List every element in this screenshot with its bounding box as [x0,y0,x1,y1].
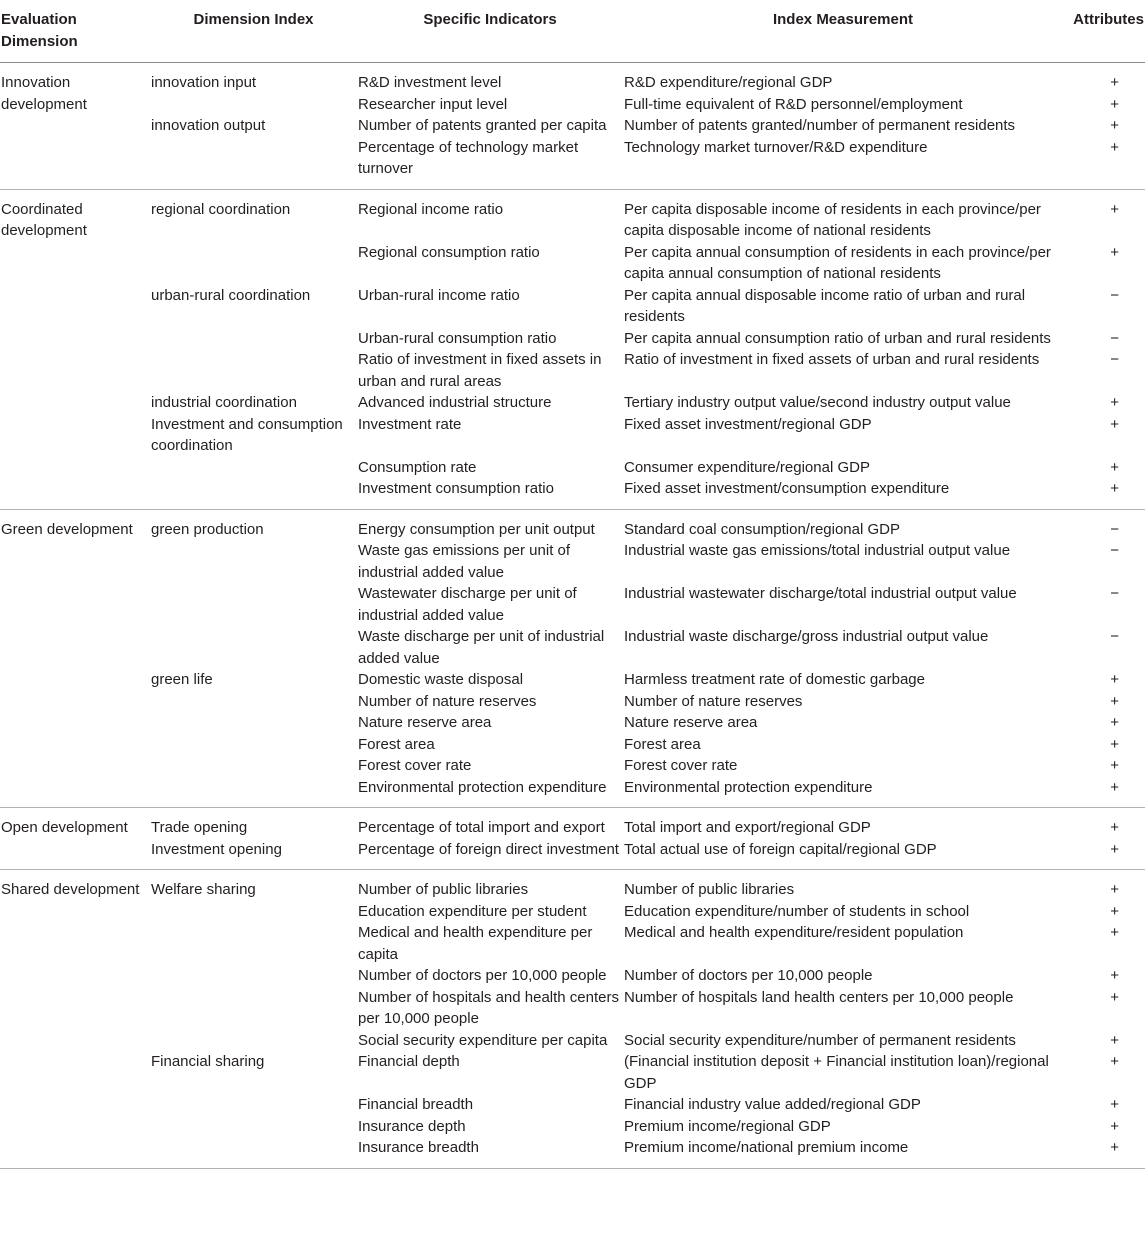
table-row [0,583,1145,626]
dimension-index-cell [150,583,357,626]
specific-indicator-cell: Urban-rural income ratio [358,286,520,304]
index-measurement-cell: Forest cover rate [624,757,738,774]
table-row [0,808,1145,839]
specific-indicator-cell: R&D investment level [358,74,502,91]
specific-indicator-cell: Ratio of investment in fixed assets in urban and rural areas [358,351,602,390]
attribute-cell: − [1110,329,1119,347]
dimension-index-cell: urban-rural coordination [151,286,311,304]
attribute-cell: + [1110,394,1119,411]
index-measurement-cell: Per capita annual disposable income ratio of urban and rural residents [624,286,1026,325]
table-row [0,777,1145,808]
dimension-index-cell [150,1094,357,1116]
specific-indicator-cell: Wastewater discharge per unit of industrial added value [358,585,577,624]
table-row [0,1137,1145,1168]
index-measurement-cell: Education expenditure/number of students in school [624,902,970,920]
dimension-index-cell [150,965,357,987]
dimension-index-cell [150,712,357,734]
dimension-index-cell [150,540,357,583]
attribute-cell: + [1110,924,1119,941]
dimension-index-cell [150,328,357,350]
table-row [0,189,1145,242]
table-row [0,987,1145,1030]
dimension-index-cell: industrial coordination [151,394,297,411]
attribute-cell: + [1110,243,1119,261]
table-row [0,414,1145,457]
dimension-index-cell: Welfare sharing [151,881,256,898]
evaluation-dimension-cell: Innovation development [1,74,87,113]
table-row [0,457,1145,479]
evaluation-dimension-cell: Coordinated development [1,200,87,239]
index-measurement-cell: Number of doctors per 10,000 people [624,967,873,984]
table-header [0,0,1145,63]
specific-indicator-cell: Percentage of total import and export [358,819,605,836]
table-row [0,626,1145,669]
specific-indicator-cell: Number of doctors per 10,000 people [358,967,607,984]
index-measurement-cell: Number of patents granted/number of permanent residents [624,117,1016,134]
dimension-index-cell [150,901,357,923]
attribute-cell: − [1110,542,1119,559]
table-row [0,1051,1145,1094]
index-measurement-cell: Ratio of investment in fixed assets of urban and rural residents [624,351,1040,368]
index-measurement-cell: Fixed asset investment/regional GDP [624,415,872,433]
attribute-cell: + [1110,95,1119,113]
dimension-index-cell [150,755,357,777]
attribute-cell: + [1110,778,1119,796]
table-row [0,755,1145,777]
attribute-cell: + [1110,735,1119,753]
index-measurement-cell: Per capita annual consumption ratio of urban and rural residents [624,329,1051,347]
table-row [0,285,1145,328]
dimension-group [0,808,1145,870]
attribute-cell: − [1110,520,1119,538]
specific-indicator-cell: Number of patents granted per capita [358,117,607,134]
dimension-index-cell [150,987,357,1030]
specific-indicator-cell: Consumption rate [358,458,477,476]
table-row [0,669,1145,691]
index-measurement-cell: Fixed asset investment/consumption expenditure [624,480,950,497]
table-row [0,870,1145,901]
attribute-cell: + [1110,480,1119,497]
index-measurement-cell: Industrial wastewater discharge/total industrial output value [624,585,1017,602]
index-measurement-cell: Tertiary industry output value/second industry output value [624,394,1011,411]
dimension-group [0,63,1145,190]
specific-indicator-cell: Researcher input level [358,95,508,113]
table-row [0,1094,1145,1116]
attribute-cell: + [1110,692,1119,710]
dimension-index-cell: Financial sharing [151,1053,265,1070]
attribute-cell: + [1110,1096,1119,1113]
dimension-index-cell [150,777,357,808]
dimension-index-cell [150,242,357,285]
specific-indicator-cell: Social security expenditure per capita [358,1031,608,1049]
attribute-cell: + [1110,902,1119,920]
specific-indicator-cell: Insurance depth [358,1117,466,1135]
specific-indicator-cell: Financial depth [358,1053,460,1070]
dimension-index-cell [150,1137,357,1168]
specific-indicator-cell: Percentage of foreign direct investment [358,840,619,858]
header-dimension-index: Dimension Index [150,0,357,63]
specific-indicator-cell: Regional consumption ratio [358,243,540,261]
dimension-index-cell: Investment and consumption coordination [151,415,343,454]
index-measurement-cell: Medical and health expenditure/resident population [624,924,964,941]
header-attributes: Attributes [1063,0,1145,63]
index-measurement-cell: Harmless treatment rate of domestic garbage [624,671,925,688]
evaluation-dimension-cell: Green development [1,520,133,538]
attribute-cell: + [1110,840,1119,858]
specific-indicator-cell: Education expenditure per student [358,902,587,920]
dimension-index-cell [150,349,357,392]
attribute-cell: − [1110,351,1119,368]
specific-indicator-cell: Energy consumption per unit output [358,520,595,538]
specific-indicator-cell: Domestic waste disposal [358,671,524,688]
specific-indicator-cell: Urban-rural consumption ratio [358,329,557,347]
index-measurement-cell: Environmental protection expenditure [624,778,873,796]
specific-indicator-cell: Waste gas emissions per unit of industrial added value [358,542,571,581]
dimension-group [0,189,1145,509]
table-row [0,540,1145,583]
attribute-cell: + [1110,881,1119,898]
attribute-cell: + [1110,138,1119,156]
table-row [0,1116,1145,1138]
specific-indicator-cell: Number of public libraries [358,881,529,898]
attribute-cell: + [1110,1031,1119,1049]
attribute-cell: + [1110,671,1119,688]
attribute-cell: + [1110,988,1119,1006]
table-row [0,1030,1145,1052]
index-measurement-cell: (Financial institution deposit + Financial institution loan)/regional GDP [624,1053,1049,1092]
index-measurement-cell: Total import and export/regional GDP [624,819,871,836]
dimension-index-cell [150,1030,357,1052]
dimension-index-cell [150,1116,357,1138]
attribute-cell: + [1110,200,1119,218]
attribute-cell: + [1110,819,1119,836]
dimension-group [0,509,1145,808]
index-measurement-cell: Standard coal consumption/regional GDP [624,520,900,538]
index-measurement-cell: Nature reserve area [624,714,758,731]
specific-indicator-cell: Nature reserve area [358,714,492,731]
attribute-cell: − [1110,286,1119,304]
table-row [0,328,1145,350]
dimension-index-cell: Investment opening [151,840,282,858]
dimension-index-cell: Trade opening [151,819,248,836]
specific-indicator-cell: Number of nature reserves [358,692,537,710]
specific-indicator-cell: Regional income ratio [358,200,504,218]
dimension-index-cell [150,734,357,756]
table-row [0,242,1145,285]
dimension-index-cell [150,922,357,965]
specific-indicator-cell: Percentage of technology market turnover [358,138,579,177]
index-measurement-cell: Social security expenditure/number of permanent residents [624,1031,1016,1049]
specific-indicator-cell: Environmental protection expenditure [358,778,607,796]
table-row [0,901,1145,923]
dimension-index-cell: innovation output [151,117,266,134]
attribute-cell: − [1110,585,1119,602]
index-measurement-cell: Total actual use of foreign capital/regional GDP [624,840,937,858]
dimension-index-cell: innovation input [151,74,257,91]
specific-indicator-cell: Forest area [358,735,435,753]
table-row [0,94,1145,116]
index-measurement-cell: Per capita annual consumption of residents in each province/per capita annual consumption of national residents [624,243,1051,282]
evaluation-dimension-cell: Shared development [1,881,140,898]
attribute-cell: + [1110,74,1119,91]
evaluation-dimension-cell: Open development [1,819,128,836]
index-measurement-cell: Forest area [624,735,701,753]
attribute-cell: − [1110,628,1119,645]
dimension-index-cell [150,626,357,669]
specific-indicator-cell: Waste discharge per unit of industrial added value [358,628,605,667]
table-row [0,392,1145,414]
index-measurement-cell: Full-time equivalent of R&D personnel/employment [624,95,963,113]
dimension-group [0,870,1145,1169]
specific-indicator-cell: Insurance breadth [358,1139,479,1156]
dimension-index-cell [150,94,357,116]
dimension-index-cell [150,137,357,190]
index-measurement-cell: Industrial waste gas emissions/total industrial output value [624,542,1011,559]
index-measurement-cell: Number of public libraries [624,881,795,898]
specific-indicator-cell: Number of hospitals and health centers per 10,000 people [358,988,619,1027]
index-measurement-cell: Financial industry value added/regional GDP [624,1096,921,1113]
attribute-cell: + [1110,1139,1119,1156]
attribute-cell: + [1110,1053,1119,1070]
dimension-index-cell [150,691,357,713]
table-row [0,734,1145,756]
attribute-cell: + [1110,415,1119,433]
table-row [0,478,1145,509]
dimension-index-cell: green life [151,671,213,688]
attribute-cell: + [1110,714,1119,731]
header-row [0,0,1145,63]
index-measurement-cell: Number of nature reserves [624,692,803,710]
index-measurement-cell: Number of hospitals land health centers per 10,000 people [624,988,1014,1006]
table-row [0,349,1145,392]
dimension-index-cell: regional coordination [151,200,291,218]
header-specific-indicators: Specific Indicators [357,0,623,63]
index-measurement-cell: Technology market turnover/R&D expenditure [624,138,928,156]
index-measurement-cell: Premium income/national premium income [624,1139,909,1156]
table-row [0,63,1145,94]
table-row [0,839,1145,870]
table-row [0,509,1145,540]
attribute-cell: + [1110,967,1119,984]
table-row [0,922,1145,965]
table-row [0,691,1145,713]
header-evaluation-dimension: Evaluation Dimension [0,0,150,63]
index-measurement-cell: Consumer expenditure/regional GDP [624,458,870,476]
dimension-index-cell: green production [151,520,264,538]
specific-indicator-cell: Medical and health expenditure per capita [358,924,593,963]
specific-indicator-cell: Advanced industrial structure [358,394,552,411]
table-row [0,965,1145,987]
dimension-index-cell [150,457,357,479]
attribute-cell: + [1110,117,1119,134]
index-measurement-cell: Industrial waste discharge/gross industrial output value [624,628,989,645]
index-measurement-cell: R&D expenditure/regional GDP [624,74,833,91]
table-row [0,712,1145,734]
specific-indicator-cell: Financial breadth [358,1096,474,1113]
index-measurement-cell: Premium income/regional GDP [624,1117,831,1135]
attribute-cell: + [1110,757,1119,774]
specific-indicator-cell: Forest cover rate [358,757,472,774]
attribute-cell: + [1110,1117,1119,1135]
specific-indicator-cell: Investment rate [358,415,462,433]
table-row [0,115,1145,137]
index-measurement-cell: Per capita disposable income of residents in each province/per capita disposable income of national residents [624,200,1041,239]
dimension-index-cell [150,478,357,509]
table-row [0,137,1145,190]
header-index-measurement: Index Measurement [623,0,1063,63]
attribute-cell: + [1110,458,1119,476]
specific-indicator-cell: Investment consumption ratio [358,480,554,497]
